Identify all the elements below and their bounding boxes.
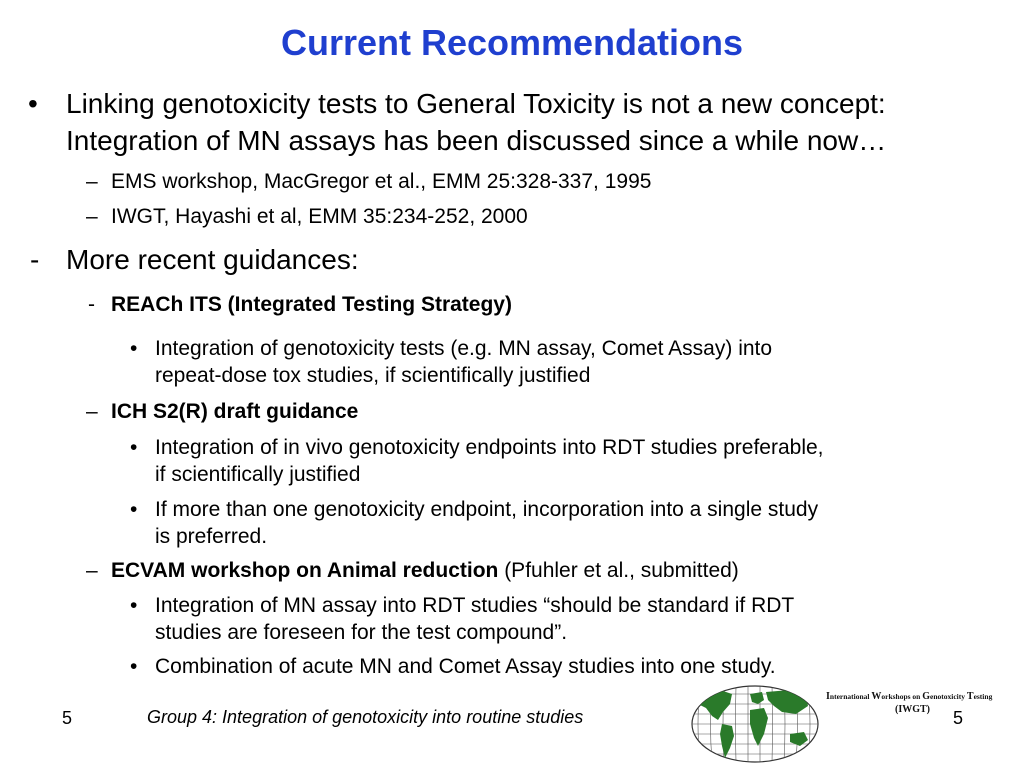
logo-caption-initial: G bbox=[922, 691, 931, 702]
sub-marker: – bbox=[86, 205, 98, 228]
bullet-text-line: Integration of MN assays has been discussed since a while now… bbox=[66, 125, 887, 156]
item-marker: • bbox=[130, 655, 138, 678]
logo-caption-word: orkshops on bbox=[881, 692, 923, 701]
logo-caption-word: nternational bbox=[829, 692, 872, 701]
sub-bullet-heading: ICH S2(R) draft guidance bbox=[111, 400, 359, 423]
bullet-marker: - bbox=[30, 244, 40, 275]
page-number-right: 5 bbox=[953, 708, 964, 728]
bullet-text-line: Linking genotoxicity tests to General Toxicity is not a new concept: bbox=[66, 88, 886, 119]
sub-bullet-heading: REACh ITS (Integrated Testing Strategy) bbox=[111, 293, 512, 316]
globe-map-icon bbox=[690, 684, 820, 764]
sub-bullet-heading-citation: (Pfuhler et al., submitted) bbox=[498, 559, 739, 582]
logo-caption bbox=[826, 691, 992, 702]
sub-bullet-heading bbox=[111, 557, 739, 585]
item-marker: • bbox=[130, 498, 138, 521]
logo-caption-initial: W bbox=[871, 691, 882, 702]
bullet-text-line: More recent guidances: bbox=[66, 244, 359, 275]
item-marker: • bbox=[130, 337, 138, 360]
logo-caption-word: enotoxicity bbox=[930, 692, 967, 701]
item-text-line: is preferred. bbox=[155, 525, 268, 548]
logo-abbreviation: (IWGT) bbox=[895, 704, 930, 715]
sub-marker: - bbox=[88, 293, 95, 316]
logo-caption-word: esting bbox=[973, 692, 993, 701]
logo-caption-initial: T bbox=[966, 691, 974, 702]
sub-bullet-text: IWGT, Hayashi et al, EMM 35:234-252, 2000 bbox=[111, 205, 528, 228]
footer-caption: Group 4: Integration of genotoxicity into routine studies bbox=[147, 707, 584, 727]
bullet-marker: • bbox=[28, 88, 38, 119]
item-marker: • bbox=[130, 594, 138, 617]
sub-marker: – bbox=[86, 400, 98, 423]
item-text-line: repeat-dose tox studies, if scientifically justified bbox=[155, 364, 591, 387]
sub-bullet-heading-bold: ECVAM workshop on Animal reduction bbox=[111, 559, 499, 582]
item-text-line: If more than one genotoxicity endpoint, incorporation into a single study bbox=[155, 498, 819, 521]
sub-bullet-text: EMS workshop, MacGregor et al., EMM 25:328-337, 1995 bbox=[111, 170, 652, 193]
item-text-line: if scientifically justified bbox=[155, 463, 361, 486]
sub-marker: – bbox=[86, 170, 98, 193]
item-text-line: studies are foreseen for the test compound”. bbox=[155, 621, 568, 644]
item-text-line: Combination of acute MN and Comet Assay studies into one study. bbox=[155, 655, 776, 678]
page-number-left: 5 bbox=[62, 708, 73, 728]
item-text-line: Integration of genotoxicity tests (e.g. MN assay, Comet Assay) into bbox=[155, 337, 773, 360]
logo-caption-initial: I bbox=[826, 691, 830, 702]
item-marker: • bbox=[130, 436, 138, 459]
sub-marker: – bbox=[86, 559, 98, 582]
slide-title: Current Recommendations bbox=[280, 22, 744, 63]
item-text-line: Integration of MN assay into RDT studies “should be standard if RDT bbox=[155, 594, 795, 617]
item-text-line: Integration of in vivo genotoxicity endpoints into RDT studies preferable, bbox=[155, 436, 824, 459]
